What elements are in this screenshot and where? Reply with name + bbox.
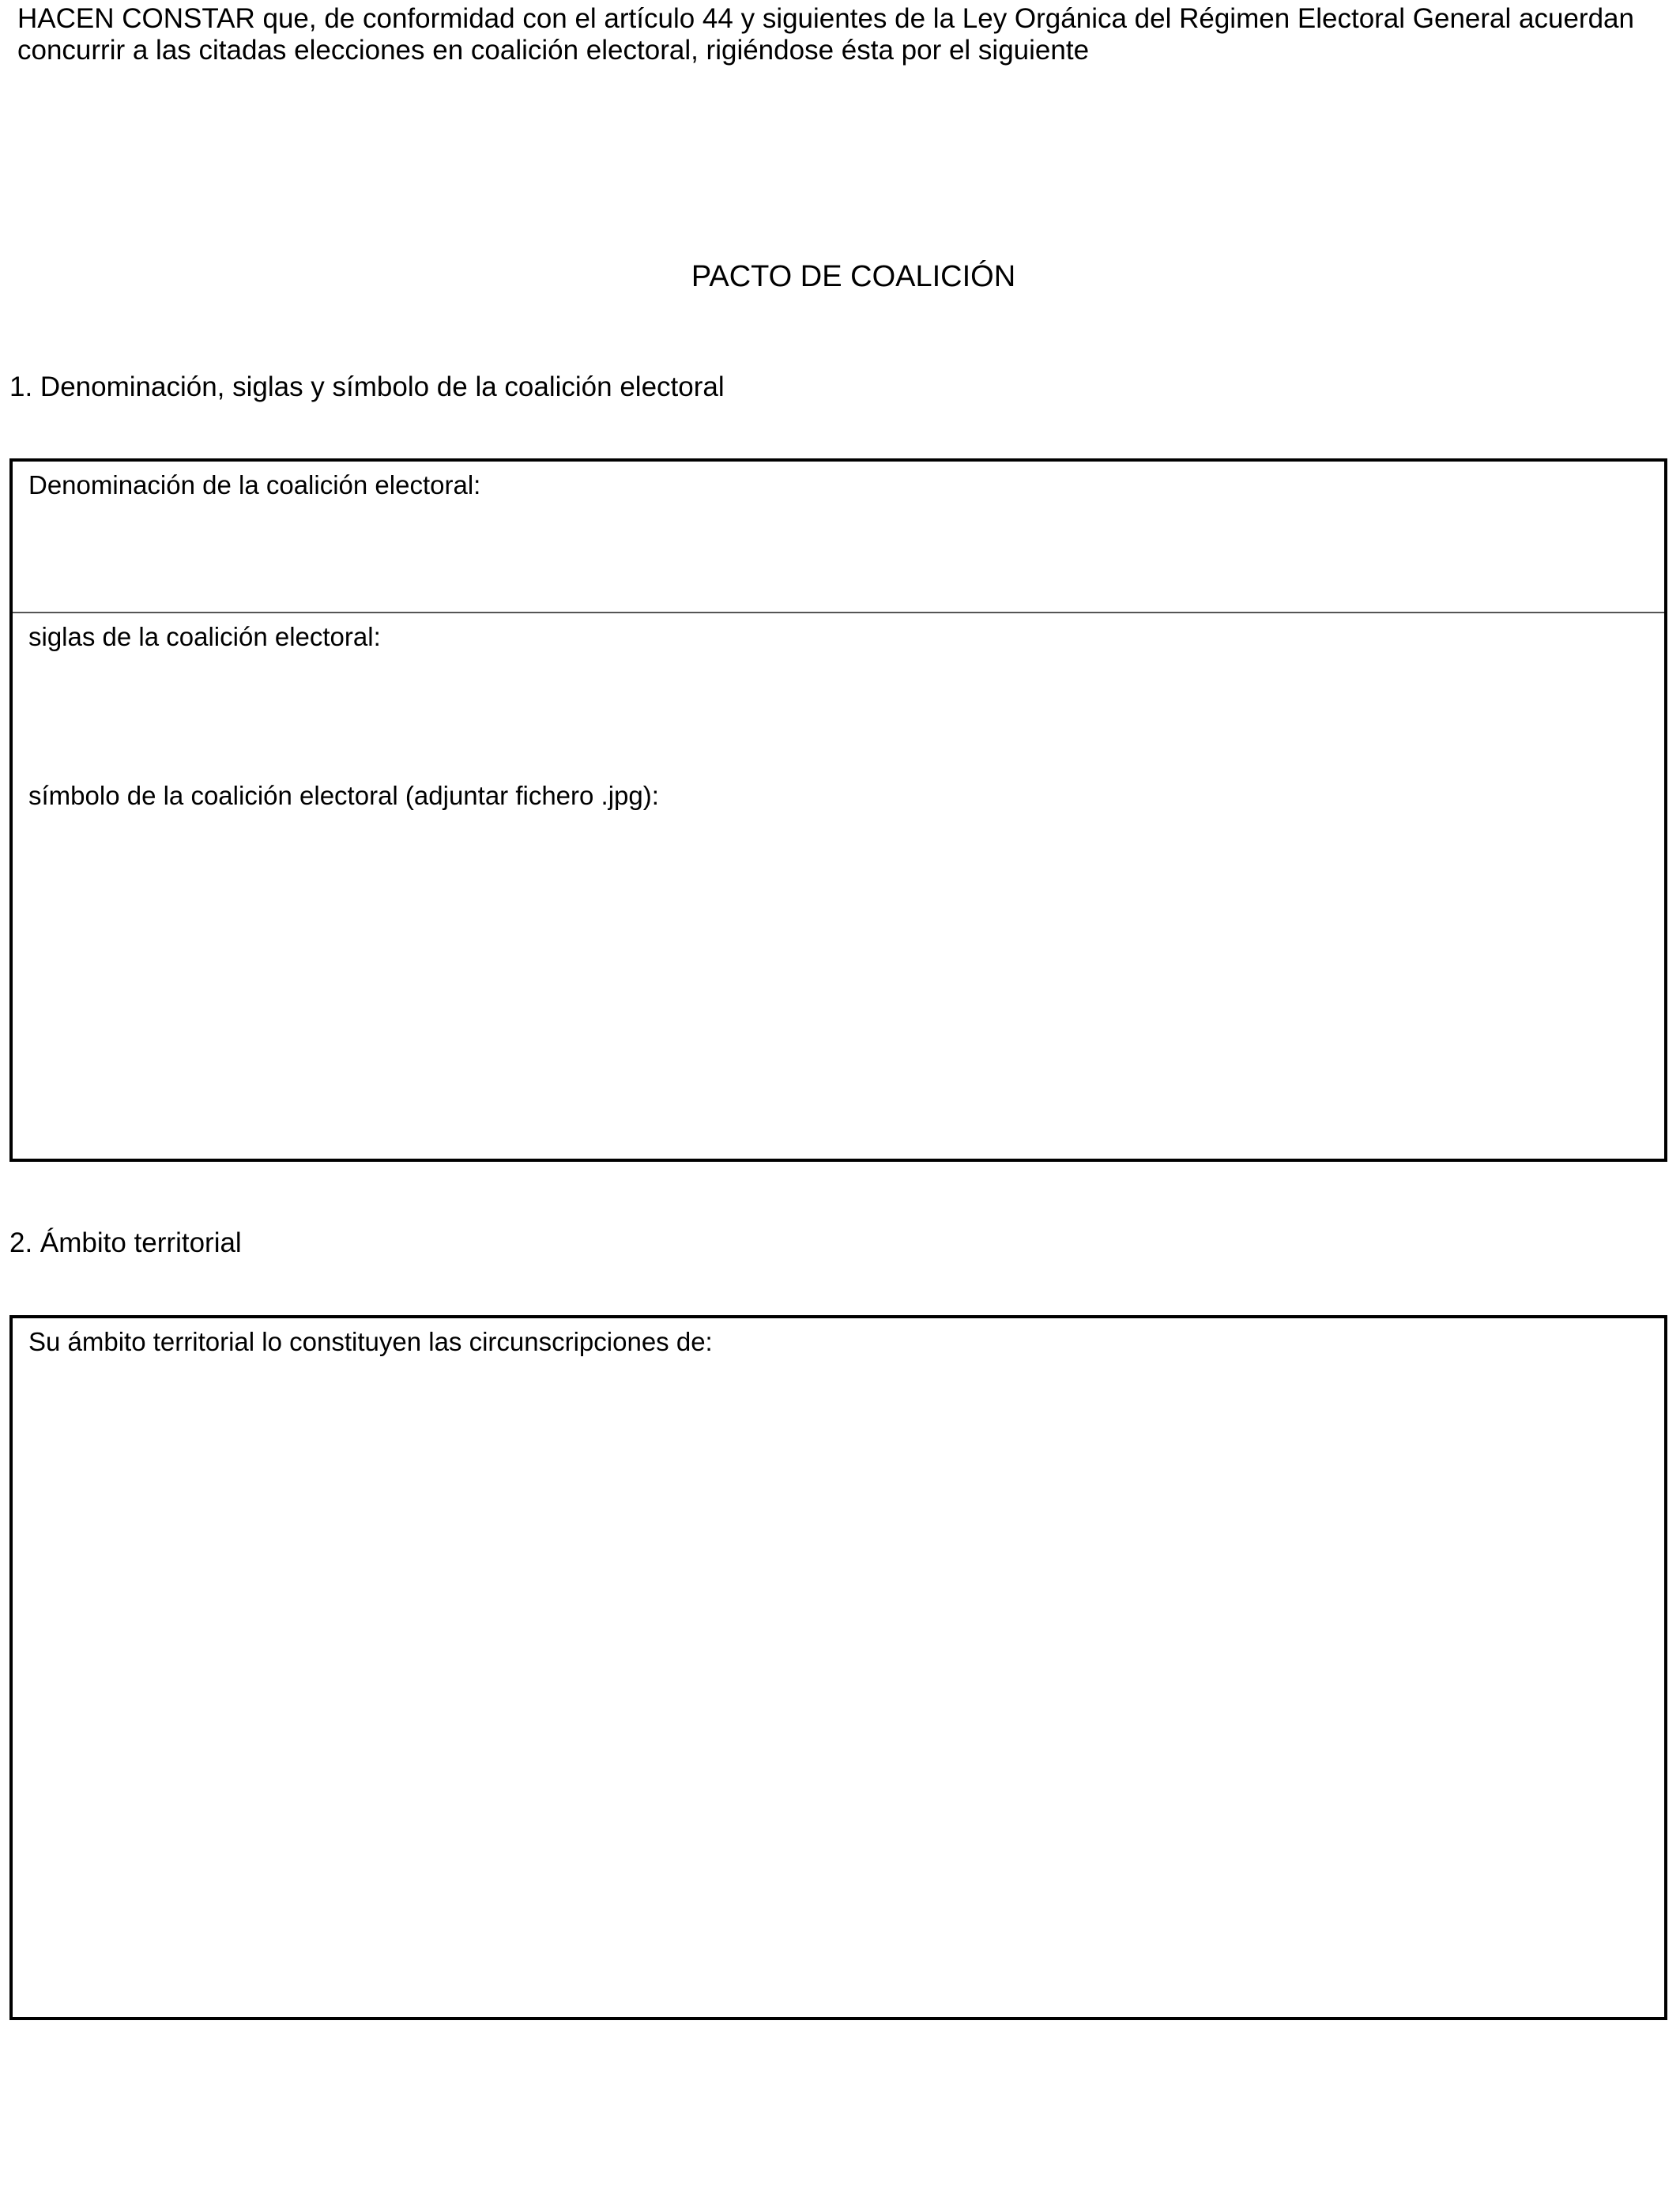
siglas-field[interactable]: siglas de la coalición electoral: <box>28 622 381 651</box>
document-title: PACTO DE COALICIÓN <box>691 260 1016 293</box>
intro-line-1: HACEN CONSTAR que, de conformidad con el artículo 44 y siguientes de la Ley Orgánica del Régimen Electoral General acuerdan <box>17 3 1634 34</box>
coalition-identity-box <box>9 458 1667 1162</box>
ambito-field[interactable]: Su ámbito territorial lo constituyen las circunscripciones de: <box>28 1327 713 1356</box>
territorial-scope-box <box>9 1315 1667 2020</box>
simbolo-field[interactable]: símbolo de la coalición electoral (adjuntar fichero .jpg): <box>28 781 659 810</box>
intro-paragraph <box>17 3 1669 66</box>
section-1-heading: 1. Denominación, siglas y símbolo de la coalición electoral <box>9 371 725 402</box>
denominacion-field[interactable]: Denominación de la coalición electoral: <box>28 470 481 499</box>
row-divider <box>13 612 1664 613</box>
intro-line-2: concurrir a las citadas elecciones en coalición electoral, rigiéndose ésta por el siguiente <box>17 35 1090 66</box>
section-2-heading: 2. Ámbito territorial <box>9 1227 242 1258</box>
